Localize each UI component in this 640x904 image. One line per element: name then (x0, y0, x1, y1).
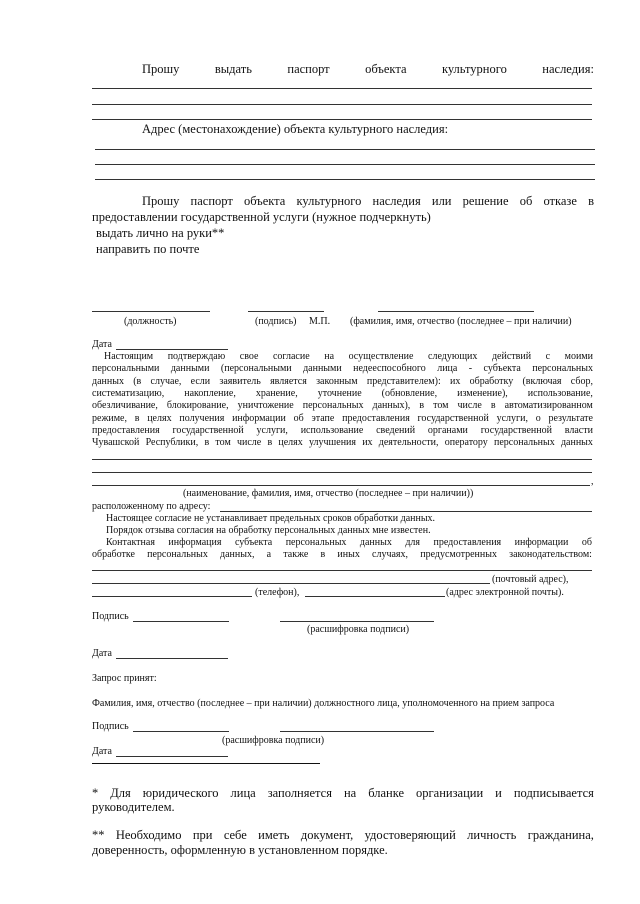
word: предоставления (92, 424, 160, 436)
word: законодательством: (509, 549, 592, 560)
object-name-line-1[interactable] (92, 88, 592, 89)
word: предоставления (342, 412, 410, 424)
applicant-decode-line[interactable] (280, 621, 434, 622)
applicant-signature-label: Подпись (92, 611, 129, 622)
word: хранение, (255, 387, 298, 399)
official-signature-line[interactable] (133, 731, 229, 732)
word: этапе (311, 412, 335, 424)
word: предусмотренных (420, 549, 497, 560)
official-date-line[interactable] (116, 756, 228, 757)
word: данными (170, 363, 210, 375)
word: накопление, (184, 387, 236, 399)
word: личность (467, 828, 517, 842)
word: в (419, 400, 425, 412)
word: режиме, (92, 412, 127, 424)
operator-line-1[interactable] (92, 459, 592, 460)
word: (в (133, 375, 142, 387)
comma: , (591, 476, 594, 487)
word: субъекта (483, 363, 521, 375)
position-line[interactable] (92, 311, 210, 312)
word: если (190, 375, 211, 387)
phone-line[interactable] (92, 596, 252, 597)
word: данных (92, 375, 124, 387)
word: в (267, 437, 273, 449)
official-signature-label: Подпись (92, 721, 129, 732)
word: целях (147, 412, 172, 424)
word: лица (437, 363, 458, 375)
word: услуги, (496, 412, 528, 424)
word: иных (337, 549, 360, 560)
word: * (92, 786, 99, 800)
word: сбор, (570, 375, 593, 387)
word: недееспособного (353, 363, 426, 375)
word: отказе (543, 194, 577, 208)
phone-label: (телефон), (255, 587, 300, 598)
word: об (519, 194, 533, 208)
stamp-caption: М.П. (309, 316, 331, 327)
word: моими (564, 351, 593, 362)
word: в (134, 412, 140, 424)
word: персональных (532, 363, 593, 375)
consent-line (104, 350, 593, 363)
word: данных), (372, 400, 411, 412)
request-line (142, 62, 594, 77)
word: а (266, 549, 272, 560)
signature-caption: (подпись) (255, 316, 297, 327)
word: автоматизированном (504, 400, 593, 412)
word: удостоверяющий (364, 828, 456, 842)
word: случае, (150, 375, 182, 387)
word: подписывается (513, 786, 594, 800)
word: заполняется (267, 786, 332, 800)
official-caption: Фамилия, имя, отчество (последнее – при наличии) должностного лица, уполномоченного на прием запроса (92, 698, 555, 709)
word: Чувашской (92, 437, 140, 449)
word: культурного (441, 62, 507, 76)
word: изменение), (457, 387, 508, 399)
word: бланке (368, 786, 405, 800)
word: о (535, 412, 541, 424)
word: субъекта (234, 537, 273, 548)
word: выдать (214, 62, 252, 76)
word: паспорт (190, 194, 233, 208)
word: действий (491, 351, 532, 362)
word: государственной (480, 424, 552, 436)
word: органами (427, 424, 468, 436)
word: и (495, 786, 502, 800)
footnote-1-cont: руководителем. (92, 800, 175, 814)
word: иметь (258, 828, 290, 842)
word: персональных (147, 549, 208, 560)
word: (обновление, (381, 387, 438, 399)
word: данными (303, 363, 342, 375)
word: деятельности, (378, 437, 439, 449)
word: Настоящим (104, 351, 154, 362)
address-label: Адрес (местонахождение) объекта культурного наследия: (142, 122, 449, 136)
word: объекта (243, 194, 286, 208)
word: в (204, 437, 210, 449)
word: сведений (376, 424, 416, 436)
word: следующих (428, 351, 478, 362)
word: на (324, 351, 335, 362)
word: данных (560, 437, 593, 449)
word: Прошу (142, 62, 180, 76)
word: получения (179, 412, 225, 424)
word: юридического (142, 786, 219, 800)
word: об (293, 412, 304, 424)
accepted-title: Запрос принят: (92, 673, 157, 684)
word: согласие (272, 351, 310, 362)
address-line-3[interactable] (95, 179, 595, 180)
word: или (431, 194, 452, 208)
word: представителем): (366, 375, 441, 387)
contact-line-field-1[interactable] (92, 570, 592, 571)
word: информация (168, 537, 222, 548)
consent-line (92, 424, 593, 437)
word: законным (316, 375, 358, 387)
word: наследия: (542, 62, 594, 76)
word: персональных (285, 537, 347, 548)
word: услуги, (256, 424, 288, 436)
object-name-line-2[interactable] (92, 104, 592, 105)
word: объекта (365, 62, 407, 76)
word: уничтожение (237, 400, 294, 412)
word: целях (278, 437, 303, 449)
email-line[interactable] (305, 596, 445, 597)
word: заявитель (219, 375, 261, 387)
applicant-date-line[interactable] (116, 658, 228, 659)
footnote-2-cont: доверенность, оформленную в установленном порядке. (92, 843, 388, 857)
word: уточнение (317, 387, 362, 399)
word: осуществление (348, 351, 414, 362)
word: на (343, 786, 357, 800)
contact-line (92, 548, 592, 561)
word: их (450, 375, 461, 387)
word: государственной (417, 412, 489, 424)
address-line-2[interactable] (95, 164, 595, 165)
word: числе (236, 437, 262, 449)
name-caption: (фамилия, имя, отчество (последнее – при наличии) (350, 316, 572, 327)
email-label: (адрес электронной почты). (446, 587, 564, 598)
word: в (320, 549, 326, 560)
consent-line (92, 412, 593, 425)
consent-line (92, 387, 593, 400)
word: в (588, 194, 594, 208)
applicant-decode-caption: (расшифровка подписи) (307, 624, 410, 635)
footnote-separator (92, 763, 320, 764)
word: (включая (522, 375, 562, 387)
operator-line-2[interactable] (92, 472, 592, 473)
word: в (490, 400, 496, 412)
word: гражданина, (527, 828, 594, 842)
word: для (405, 537, 420, 548)
operator-line-3[interactable] (92, 485, 590, 486)
word: Прошу (142, 194, 180, 208)
option-in-person[interactable]: выдать лично на руки** (96, 226, 225, 240)
word: блокирование, (166, 400, 229, 412)
official-decode-line[interactable] (280, 731, 434, 732)
word: при (192, 828, 213, 842)
located-at-label: расположенному по адресу: (92, 501, 211, 512)
word: также (283, 549, 309, 560)
word: организации (416, 786, 484, 800)
word: данных (359, 537, 392, 548)
consent-line (92, 399, 593, 412)
word: Республики, (145, 437, 199, 449)
term-line: Настоящее согласие не устанавливает предельных сроков обработки данных. (106, 513, 436, 524)
word: является (270, 375, 307, 387)
choice-line: предоставлении государственной услуги (нужное подчеркнуть) (92, 210, 431, 224)
word: случаях, (372, 549, 409, 560)
word: свое (239, 351, 259, 362)
word: информации (514, 537, 569, 548)
word: паспорт (287, 62, 330, 76)
word: решение (462, 194, 509, 208)
word: Необходимо (115, 828, 182, 842)
name-line[interactable] (378, 311, 534, 312)
word: персональных (494, 437, 555, 449)
word: использование, (527, 387, 593, 399)
word: лица (230, 786, 256, 800)
word: об (581, 537, 592, 548)
word: данных, (220, 549, 255, 560)
signature-line[interactable] (248, 311, 324, 312)
footnote-1 (92, 786, 594, 801)
word: себе (223, 828, 247, 842)
consent-line (92, 375, 593, 388)
word: (персональными (220, 363, 292, 375)
address-line-1[interactable] (95, 149, 595, 150)
postal-address-label: (почтовый адрес), (492, 574, 569, 585)
word: числе (457, 400, 482, 412)
word: информации (232, 412, 286, 424)
word: Для (110, 786, 131, 800)
consent-line (92, 362, 593, 375)
word: обезличивание, (92, 400, 158, 412)
applicant-date-label: Дата (92, 648, 112, 659)
word: власти (564, 424, 593, 436)
word: ** (92, 828, 105, 842)
official-decode-caption: (расшифровка подписи) (222, 735, 325, 746)
word: Контактная (106, 537, 155, 548)
footnote-2 (92, 828, 594, 843)
consent-line (92, 436, 593, 449)
word: использование (300, 424, 364, 436)
operator-caption: (наименование, фамилия, имя, отчество (последнее – при наличии)) (183, 488, 474, 499)
word: персональными (92, 363, 160, 375)
word: культурного (296, 194, 362, 208)
word: обработку (469, 375, 514, 387)
word: подтверждаю (167, 351, 226, 362)
official-date-label: Дата (92, 746, 112, 757)
consent-date-label: Дата (92, 339, 112, 350)
word: результате (548, 412, 593, 424)
choice-line (142, 194, 594, 209)
word: с (545, 351, 551, 362)
postal-address-line[interactable] (92, 583, 490, 584)
word: систематизацию, (92, 387, 165, 399)
word: персональных (302, 400, 364, 412)
position-caption: (должность) (124, 316, 177, 327)
word: их (362, 437, 373, 449)
option-by-mail[interactable]: направить по почте (96, 242, 200, 256)
object-name-line-3[interactable] (92, 119, 592, 120)
word: обработке (92, 549, 135, 560)
word: - (468, 363, 473, 375)
word: государственной (172, 424, 244, 436)
word: предоставления (433, 537, 502, 548)
word: том (433, 400, 449, 412)
word: документ, (300, 828, 354, 842)
applicant-signature-line[interactable] (133, 621, 229, 622)
word: том (215, 437, 231, 449)
word: наследия (372, 194, 421, 208)
word: оператору (444, 437, 488, 449)
word: улучшения (308, 437, 356, 449)
revoke-line: Порядок отзыва согласия на обработку персональных данных мне известен. (106, 525, 431, 536)
postal-address-caption (492, 573, 592, 586)
